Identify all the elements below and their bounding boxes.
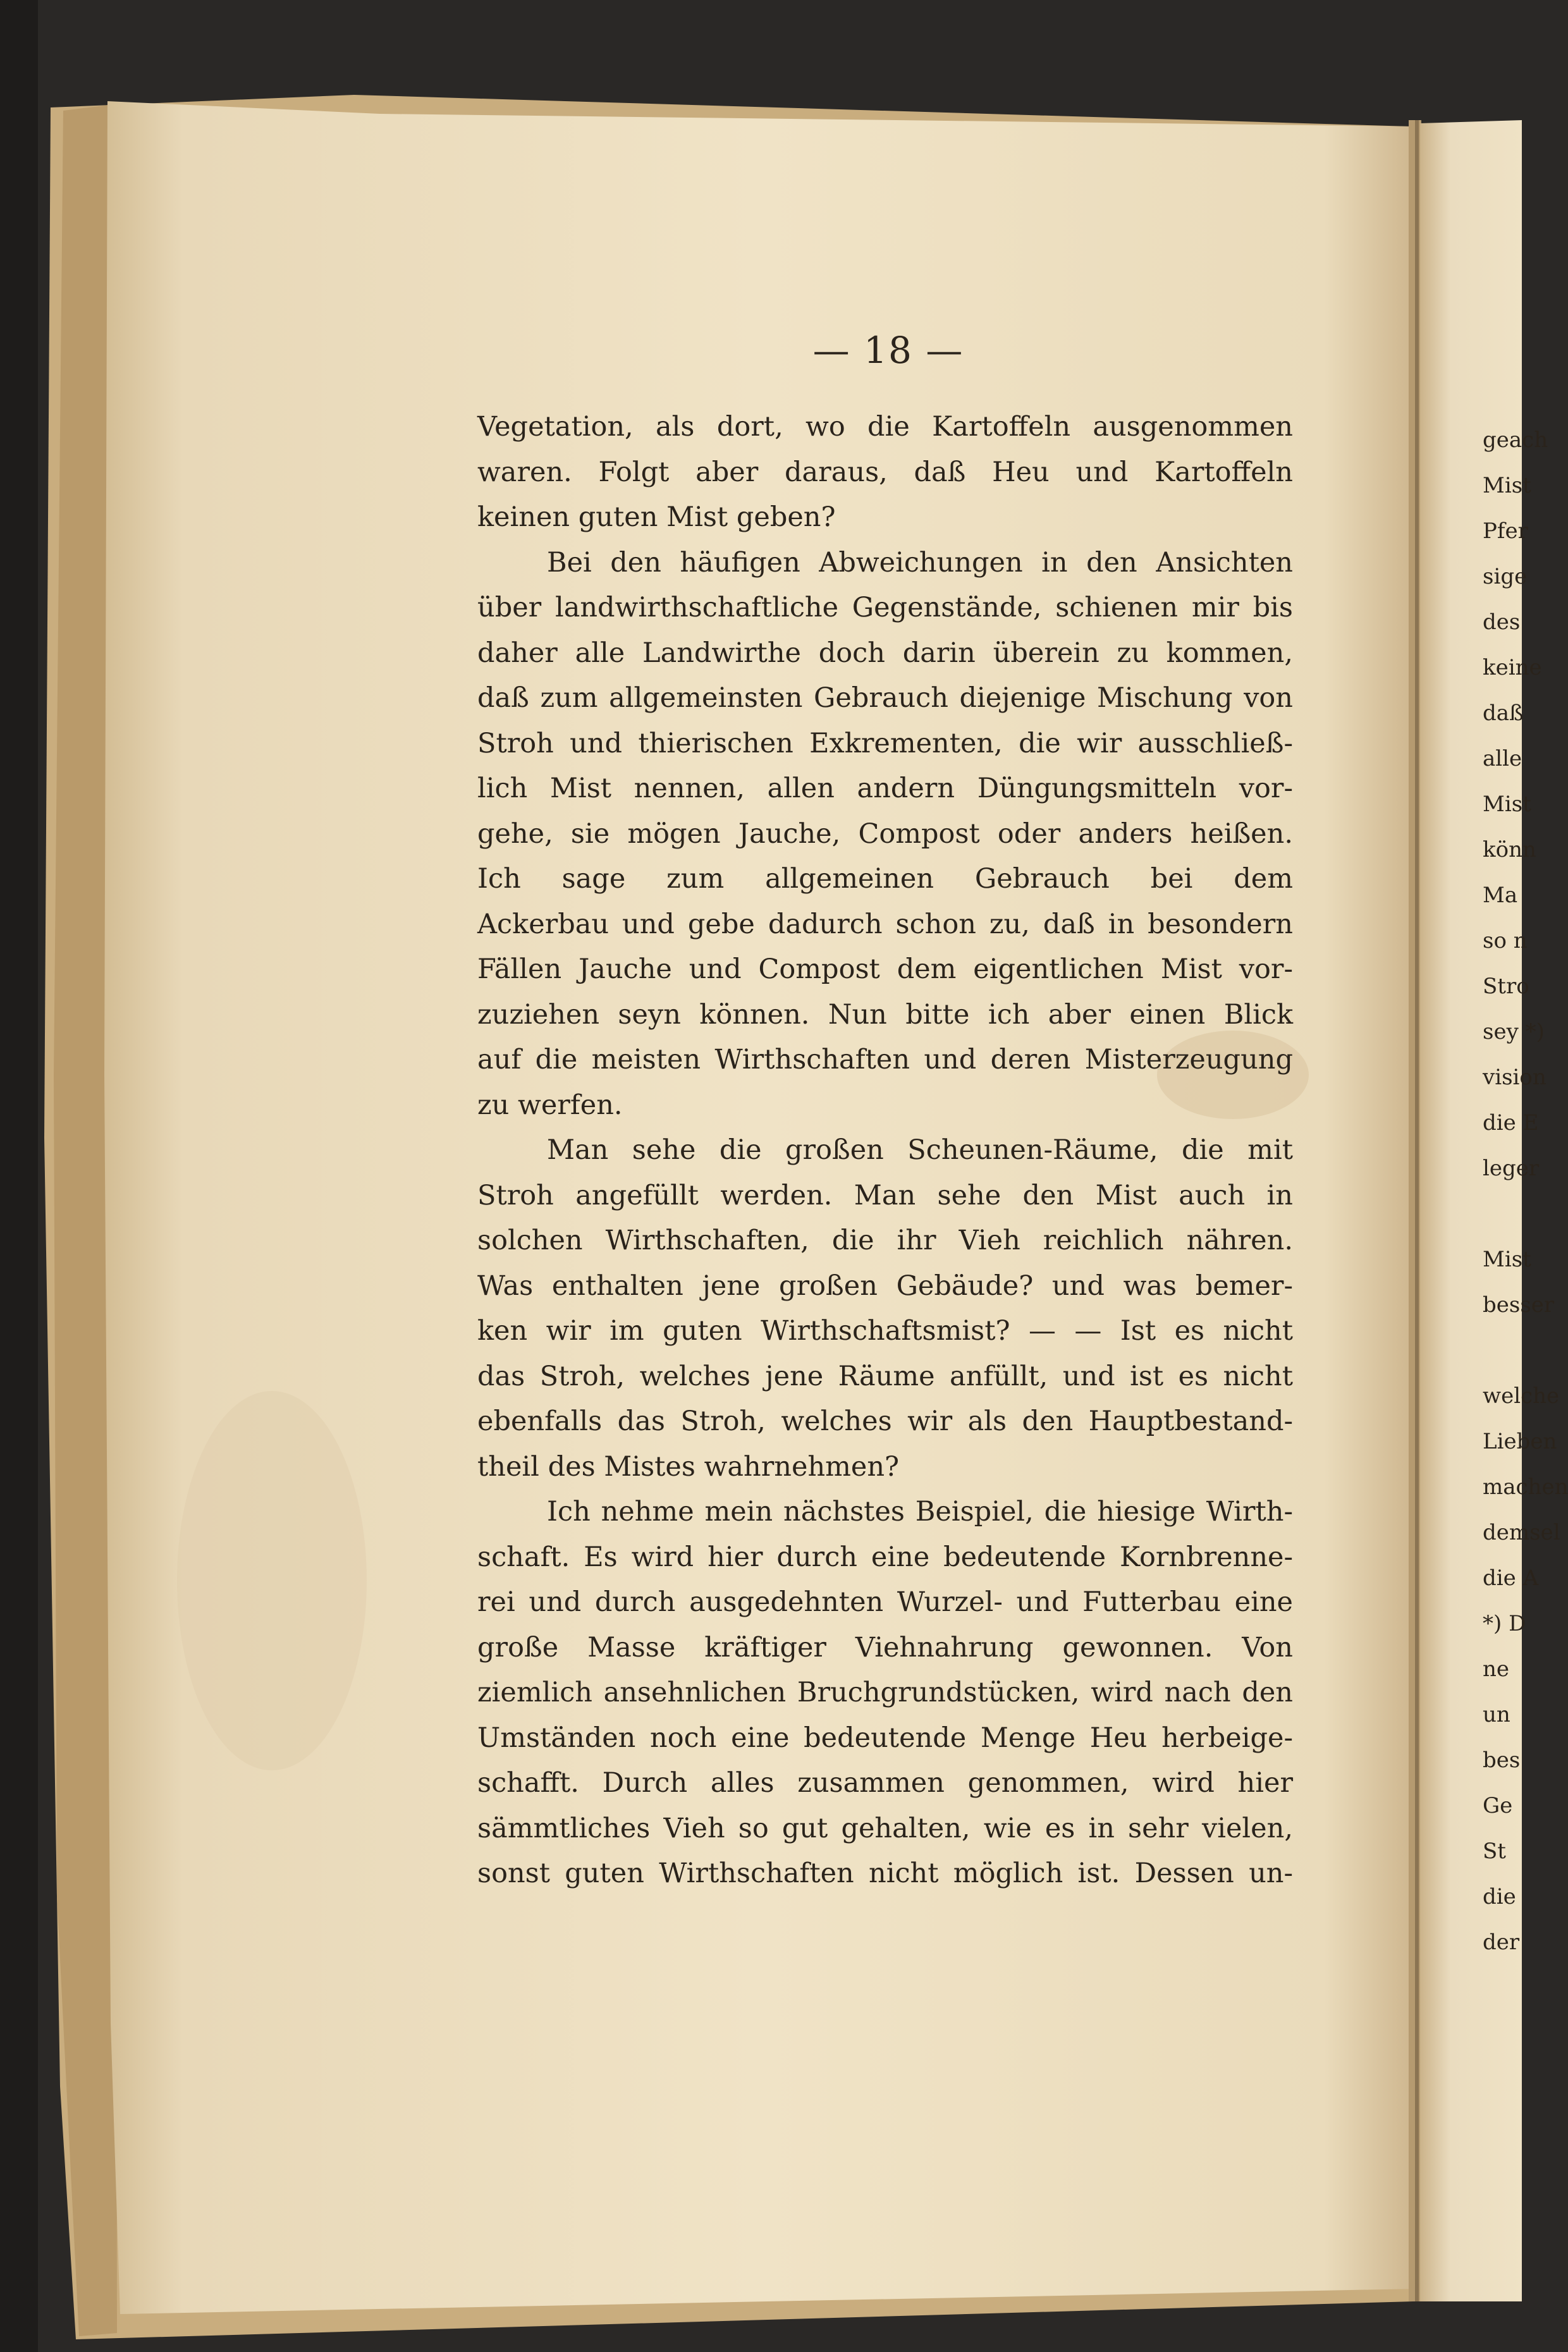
fragment: Ge — [1483, 1793, 1513, 1818]
fragment: Mist — [1483, 473, 1531, 498]
text-line: theil des Mistes wahrnehmen? — [477, 1450, 900, 1483]
fragment: der — [1483, 1930, 1520, 1955]
fragment: so n — [1483, 928, 1528, 953]
fragment: vision — [1483, 1065, 1547, 1090]
text-line: große Masse kräftiger Viehnahrung gewonnen. Von — [477, 1631, 1293, 1663]
text-line: zu werfen. — [477, 1089, 623, 1121]
text-line: Bei den häufigen Abweichungen in den Ansichten — [547, 546, 1293, 579]
text-line: schaft. Es wird hier durch eine bedeutende Kornbrenne- — [477, 1541, 1293, 1573]
text-line: daß zum allgemeinsten Gebrauch diejenige Mischung von — [477, 682, 1293, 714]
fragment: un — [1483, 1702, 1510, 1727]
fragment: daß — [1483, 701, 1524, 726]
fragment: die A — [1483, 1565, 1539, 1591]
page-number: — 18 — — [812, 329, 964, 372]
fragment: ne — [1483, 1657, 1510, 1682]
text-line: zuziehen seyn können. Nun bitte ich aber einen Blick — [477, 998, 1293, 1031]
text-line: Stroh angefüllt werden. Man sehe den Mist auch in — [477, 1179, 1293, 1211]
text-line: Ackerbau und gebe dadurch schon zu, daß in besondern — [477, 908, 1293, 940]
fragment: keine — [1483, 655, 1542, 680]
fragment: *) D — [1483, 1611, 1526, 1636]
text-line: rei und durch ausgedehnten Wurzel- und Futterbau eine — [477, 1586, 1293, 1618]
fragment: des — [1483, 609, 1521, 635]
text-line: gehe, sie mögen Jauche, Compost oder anders heißen. — [477, 818, 1293, 850]
text-line: Vegetation, als dort, wo die Kartoffeln ausgenommen — [477, 411, 1293, 443]
fragment: bes — [1483, 1748, 1521, 1773]
text-line: ziemlich ansehnlichen Bruchgrundstücken, wird nach den — [477, 1677, 1293, 1708]
text-line: Man sehe die großen Scheunen-Räume, die mit — [547, 1134, 1293, 1166]
text-line: sonst guten Wirthschaften nicht möglich ist. Dessen un- — [477, 1858, 1293, 1889]
fragment: besser — [1483, 1292, 1555, 1318]
text-line: daher alle Landwirthe doch darin überein zu kommen, — [477, 637, 1293, 669]
fragment: die E — [1483, 1110, 1539, 1136]
text-line: ebenfalls das Stroh, welches wir als den Hauptbestand- — [477, 1406, 1293, 1437]
fragment: Pfer — [1483, 518, 1528, 544]
fragment: Mist — [1483, 792, 1531, 817]
fragment: geach — [1483, 427, 1548, 453]
fragment: St — [1483, 1839, 1506, 1864]
fragment: demsel — [1483, 1520, 1560, 1545]
text-line: Was enthalten jene großen Gebäude? und was bemer- — [477, 1270, 1293, 1302]
page-text — [477, 405, 1293, 1897]
fragment — [1483, 1191, 1522, 1237]
text-line: Umständen noch eine bedeutende Menge Heu herbeige- — [477, 1722, 1293, 1754]
text-line: lich Mist nennen, allen andern Düngungsmitteln vor- — [477, 773, 1293, 804]
text-line: Stroh und thierischen Exkrementen, die wir ausschließ- — [477, 727, 1293, 759]
neighbor-page-fragments — [1483, 417, 1568, 1965]
text-line: keinen guten Mist geben? — [477, 501, 836, 533]
text-line: waren. Folgt aber daraus, daß Heu und Kartoffeln — [477, 456, 1293, 488]
text-line: sämmtliches Vieh so gut gehalten, wie es in sehr vielen, — [477, 1812, 1293, 1844]
fragment: machen — [1483, 1474, 1568, 1500]
fragment: welche — [1483, 1383, 1560, 1409]
fragment: die — [1483, 1884, 1516, 1909]
fragment — [1483, 1328, 1522, 1373]
fragment: Lieben — [1483, 1429, 1557, 1454]
text-line: schafft. Durch alles zusammen genommen, wird hier — [477, 1767, 1293, 1799]
fragment: alle — [1483, 746, 1522, 771]
text-line: Ich nehme mein nächstes Beispiel, die hiesige Wirth- — [547, 1496, 1293, 1528]
fragment: Mist — [1483, 1247, 1531, 1272]
fragment: Ma — [1483, 883, 1518, 908]
text-line: Ich sage zum allgemeinen Gebrauch bei dem — [477, 863, 1293, 895]
fragment: leger — [1483, 1156, 1540, 1181]
text-line: ken wir im guten Wirthschaftsmist? — — Ist es nicht — [477, 1315, 1293, 1347]
text-line: auf die meisten Wirthschaften und deren Misterzeugung — [477, 1044, 1293, 1075]
text-line: das Stroh, welches jene Räume anfüllt, und ist es nicht — [477, 1360, 1293, 1392]
text-line: Fällen Jauche und Compost dem eigentlichen Mist vor- — [477, 953, 1293, 985]
text-line: über landwirthschaftliche Gegenstände, schienen mir bis — [477, 592, 1293, 623]
text-line: solchen Wirthschaften, die ihr Vieh reichlich nähren. — [477, 1225, 1293, 1256]
fragment: könn — [1483, 837, 1536, 862]
fragment: Stro — [1483, 974, 1529, 999]
fragment: sige — [1483, 564, 1528, 589]
fragment: sey *) — [1483, 1019, 1545, 1044]
